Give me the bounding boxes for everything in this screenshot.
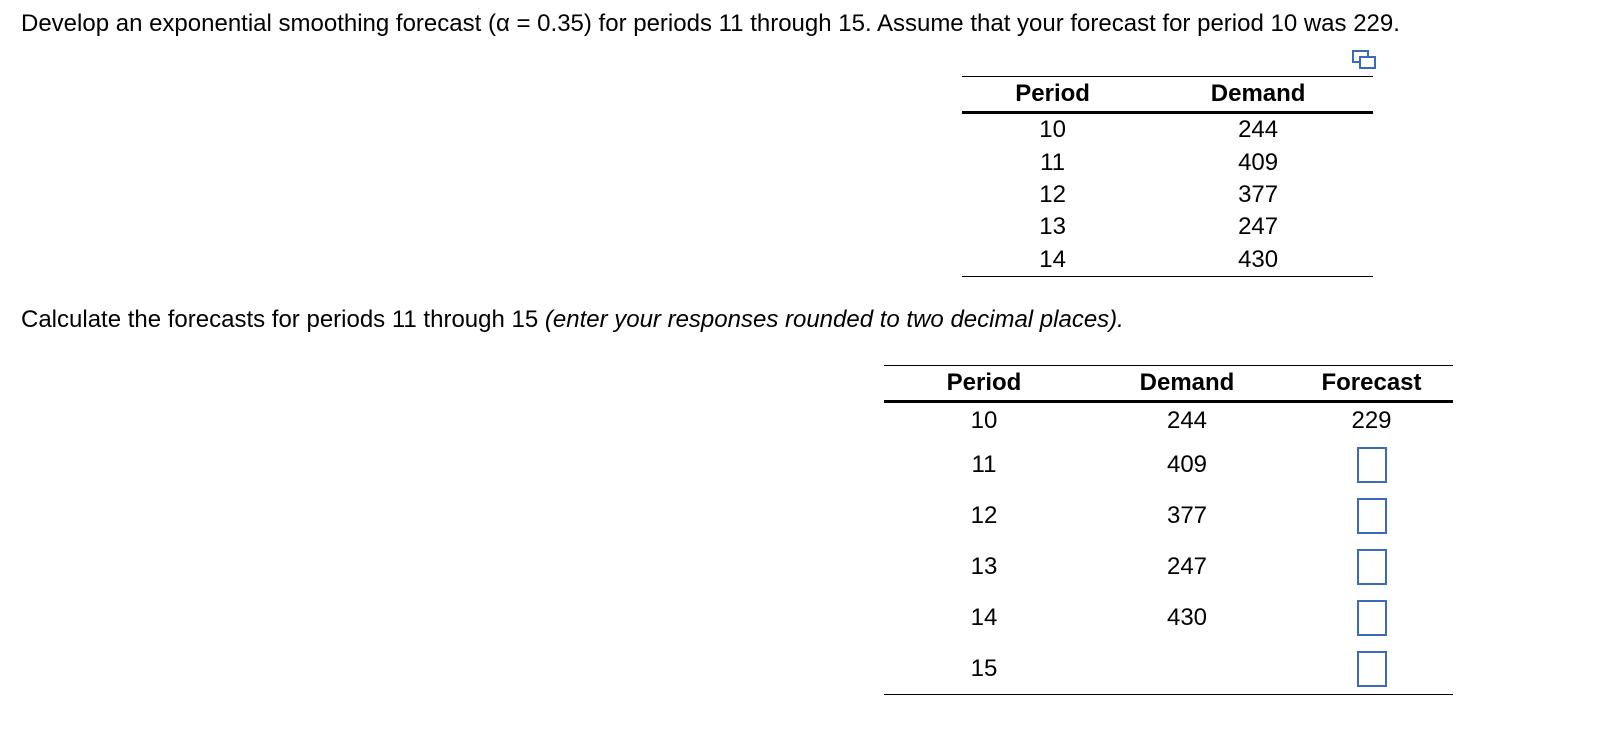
demand-cell: 244 bbox=[1238, 116, 1279, 144]
period-cell: 13 bbox=[970, 553, 998, 580]
table-row bbox=[962, 146, 1373, 178]
forecast-input-period-12[interactable] bbox=[1357, 498, 1387, 534]
demand-data-table bbox=[962, 76, 1373, 277]
forecast-input-period-15[interactable] bbox=[1357, 651, 1387, 687]
demand-cell: 409 bbox=[1238, 148, 1279, 176]
instruction-text bbox=[21, 304, 1124, 336]
demand-cell bbox=[1084, 644, 1290, 695]
demand-cell: 244 bbox=[1166, 407, 1208, 435]
forecast-cell bbox=[1290, 593, 1453, 644]
forecast-input-period-13[interactable] bbox=[1357, 549, 1387, 585]
table-row bbox=[962, 244, 1373, 277]
instruction-main: Calculate the forecasts for periods 11 through 15 bbox=[21, 306, 545, 333]
table-header-row bbox=[884, 366, 1453, 402]
demand-cell: 430 bbox=[1238, 245, 1279, 273]
forecast-cell bbox=[1290, 440, 1453, 491]
period-cell: 10 bbox=[970, 407, 998, 435]
table-row bbox=[884, 491, 1453, 542]
demand-cell: 247 bbox=[1238, 213, 1279, 241]
header-demand: Demand bbox=[1084, 366, 1290, 402]
table-row bbox=[962, 179, 1373, 211]
table-row bbox=[962, 211, 1373, 243]
table-row bbox=[962, 113, 1373, 147]
demand-cell: 430 bbox=[1166, 604, 1208, 631]
demand-cell: 247 bbox=[1166, 553, 1208, 580]
table-header-row bbox=[962, 77, 1373, 113]
table-row bbox=[884, 593, 1453, 644]
question-text: Develop an exponential smoothing forecast (α = 0.35) for periods 11 through 15. Assume that your forecast for period 10 was 229. bbox=[21, 10, 1400, 37]
header-demand: Demand bbox=[1143, 77, 1373, 113]
forecast-cell bbox=[1290, 491, 1453, 542]
demand-cell: 377 bbox=[1166, 502, 1208, 529]
demand-cell: 409 bbox=[1166, 451, 1208, 478]
period-cell: 11 bbox=[1040, 148, 1066, 176]
period-cell: 15 bbox=[970, 654, 998, 682]
table-row bbox=[884, 542, 1453, 593]
forecast-cell bbox=[1290, 644, 1453, 695]
table-row bbox=[884, 440, 1453, 491]
period-cell: 13 bbox=[1039, 213, 1066, 241]
forecast-cell: 229 bbox=[1351, 407, 1392, 435]
forecast-input-period-11[interactable] bbox=[1357, 447, 1387, 483]
copy-to-clipboard-icon[interactable] bbox=[1352, 50, 1376, 70]
period-cell: 14 bbox=[970, 604, 998, 631]
forecast-table bbox=[884, 365, 1453, 695]
period-cell: 10 bbox=[1039, 116, 1066, 144]
forecast-cell bbox=[1290, 542, 1453, 593]
table-row bbox=[884, 402, 1453, 440]
period-cell: 12 bbox=[1039, 180, 1066, 208]
instruction-italic: (enter your responses rounded to two decimal places). bbox=[544, 306, 1124, 333]
header-period: Period bbox=[962, 77, 1143, 113]
period-cell: 11 bbox=[971, 451, 997, 478]
period-cell: 14 bbox=[1039, 245, 1066, 273]
header-forecast: Forecast bbox=[1290, 366, 1453, 402]
table-row bbox=[884, 644, 1453, 695]
header-period: Period bbox=[884, 366, 1084, 402]
demand-cell: 377 bbox=[1238, 180, 1279, 208]
forecast-input-period-14[interactable] bbox=[1357, 600, 1387, 636]
period-cell: 12 bbox=[970, 502, 998, 529]
